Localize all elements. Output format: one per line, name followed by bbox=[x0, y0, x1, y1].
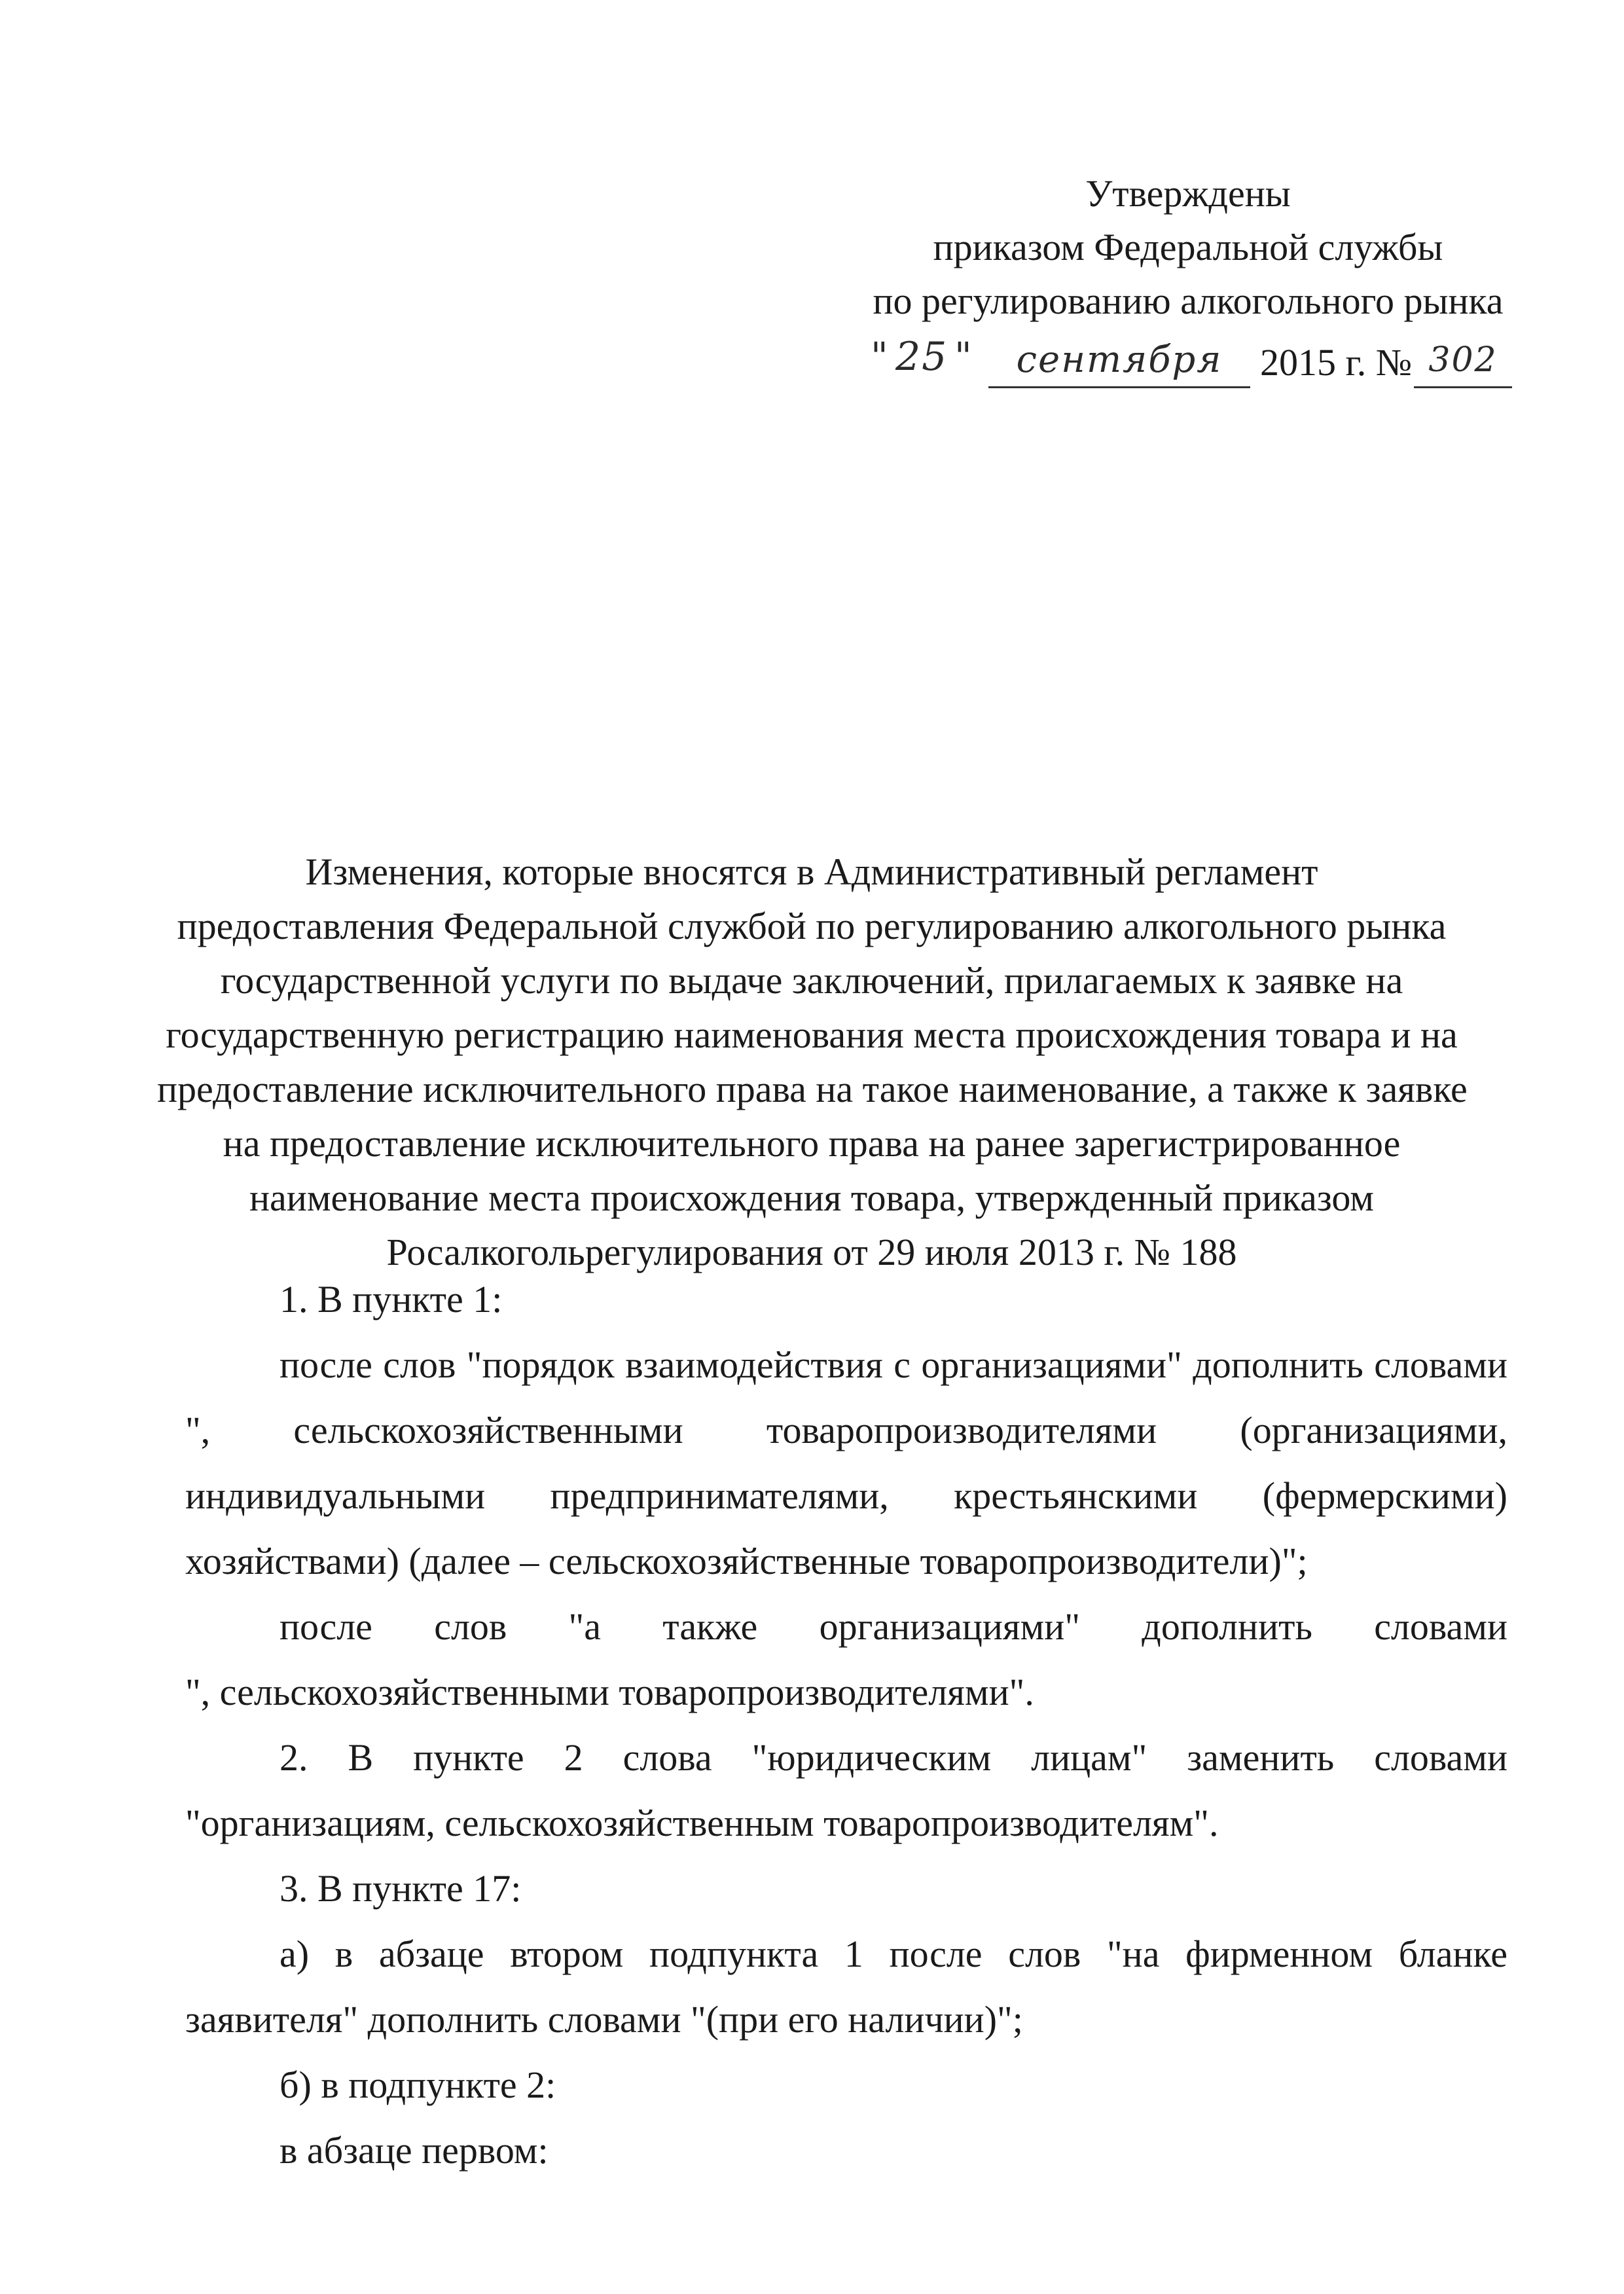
paragraph-line: "организациям, сельскохозяйственным товаропроизводителям". bbox=[185, 1802, 1219, 1844]
document-body bbox=[185, 1267, 1507, 2183]
approval-line-1: Утверждены bbox=[1085, 172, 1291, 215]
title-line: государственную регистрацию наименования места происхождения товара и на bbox=[166, 1013, 1458, 1056]
paragraph-line: в абзаце первом: bbox=[280, 2129, 549, 2172]
handwritten-order-number: 302 bbox=[1414, 334, 1512, 388]
paragraph-line: 2. В пункте 2 слова "юридическим лицам" заменить словами bbox=[280, 1736, 1507, 1779]
handwritten-day: 25 bbox=[895, 334, 948, 380]
title-line: предоставление исключительного права на такое наименование, а также к заявке bbox=[157, 1068, 1468, 1110]
title-line: предоставления Федеральной службой по регулированию алкогольного рынка bbox=[177, 905, 1447, 947]
paragraph-line: после слов "а также организациями" дополнить словами bbox=[280, 1605, 1507, 1648]
approval-block bbox=[844, 167, 1532, 328]
paragraph-line: б) в подпункте 2: bbox=[280, 2064, 556, 2106]
paragraph-line: индивидуальными предпринимателями, крестьянскими (фермерскими) bbox=[185, 1474, 1507, 1517]
paragraph-line: хозяйствами) (далее – сельскохозяйственные товаропроизводители)"; bbox=[185, 1540, 1308, 1582]
title-line: на предоставление исключительного права на ранее зарегистрированное bbox=[223, 1122, 1401, 1165]
order-date-line bbox=[857, 334, 1545, 399]
title-line: Росалкогольрегулирования от 29 июля 2013 г. № 188 bbox=[386, 1231, 1237, 1273]
order-year-text: 2015 г. № bbox=[1260, 341, 1413, 384]
date-close-quote: " bbox=[954, 334, 973, 378]
paragraph-line: ", сельскохозяйственными товаропроизводителями". bbox=[185, 1671, 1034, 1713]
date-open-quote: " bbox=[871, 334, 890, 378]
paragraph-line: а) в абзаце втором подпункта 1 после слов "на фирменном бланке bbox=[280, 1933, 1507, 1975]
handwritten-month: сентября bbox=[988, 334, 1250, 388]
approval-line-3: по регулированию алкогольного рынка bbox=[873, 280, 1504, 322]
title-line: наименование места происхождения товара, утвержденный приказом bbox=[249, 1176, 1374, 1219]
approval-line-2: приказом Федеральной службы bbox=[933, 226, 1443, 268]
paragraph-line: ", сельскохозяйственными товаропроизводителями (организациями, bbox=[185, 1409, 1507, 1451]
document-title bbox=[157, 845, 1466, 1279]
title-line: государственной услуги по выдаче заключений, прилагаемых к заявке на bbox=[220, 959, 1403, 1002]
title-line: Изменения, которые вносятся в Административный регламент bbox=[305, 850, 1318, 893]
paragraph-line: 3. В пункте 17: bbox=[280, 1867, 522, 1910]
paragraph-line: заявителя" дополнить словами "(при его наличии)"; bbox=[185, 1998, 1023, 2041]
paragraph-line: после слов "порядок взаимодействия с организациями" дополнить словами bbox=[280, 1343, 1507, 1386]
paragraph-line: 1. В пункте 1: bbox=[280, 1278, 503, 1320]
